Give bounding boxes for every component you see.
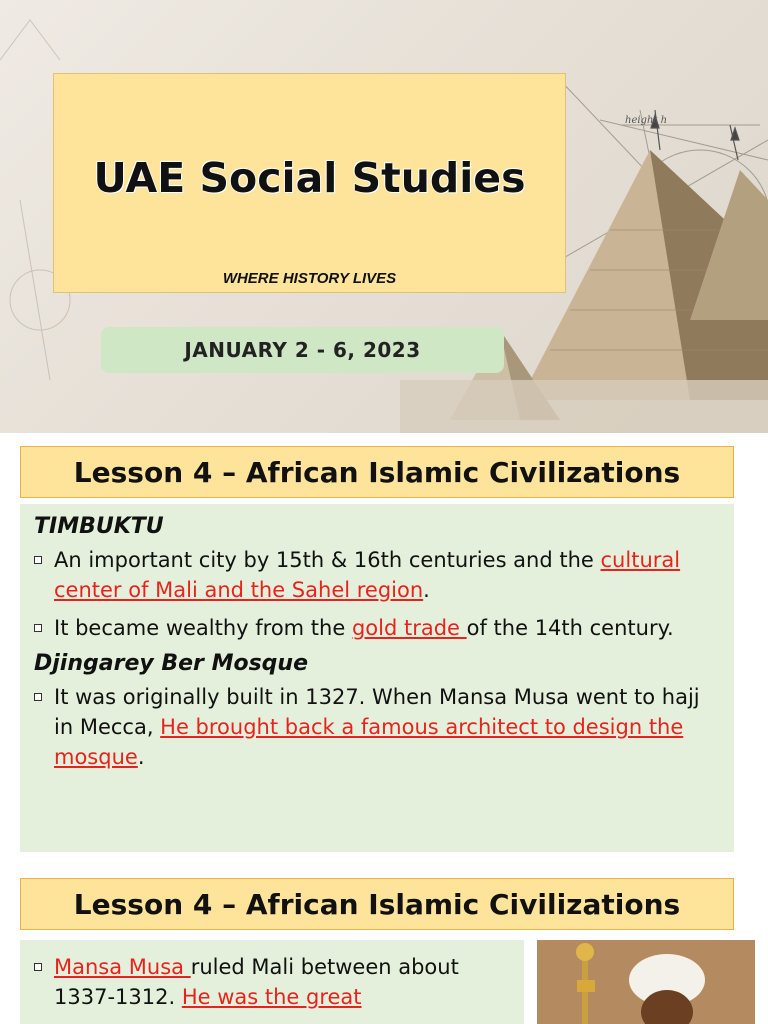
bullet-square-icon xyxy=(34,963,42,971)
date-badge: JANUARY 2 - 6, 2023 xyxy=(101,327,504,373)
portrait-illustration xyxy=(537,940,755,1024)
page-title: UAE Social Studies xyxy=(93,154,526,202)
lesson-header: Lesson 4 – African Islamic Civilizations xyxy=(20,878,734,930)
page-subtitle: WHERE HISTORY LIVES xyxy=(222,270,397,287)
bullet-square-icon xyxy=(34,556,42,564)
section-heading-timbuktu: TIMBUKTU xyxy=(34,514,164,539)
sketch-label: height h xyxy=(625,115,668,126)
bullet-square-icon xyxy=(34,693,42,701)
lesson-content xyxy=(20,940,524,1024)
list-item: Mansa Musa ruled Mali between about 1337-1312. He was the great xyxy=(34,952,510,1012)
title-box xyxy=(53,73,566,293)
bullet-square-icon xyxy=(34,624,42,632)
mansa-musa-portrait xyxy=(537,940,755,1024)
list-item: It became wealthy from the gold trade of the 14th century. xyxy=(34,613,720,643)
list-item: It was originally built in 1327. When Mansa Musa went to hajj in Mecca, He brought back a famous architect to design the mosque. xyxy=(34,682,720,772)
list-item: An important city by 15th & 16th centuries and the cultural center of Mali and the Sahel region. xyxy=(34,545,720,605)
section-heading-mosque: Djingarey Ber Mosque xyxy=(34,651,309,676)
title-slide xyxy=(0,0,768,433)
lesson-content xyxy=(20,504,734,852)
lesson-header: Lesson 4 – African Islamic Civilizations xyxy=(20,446,734,498)
